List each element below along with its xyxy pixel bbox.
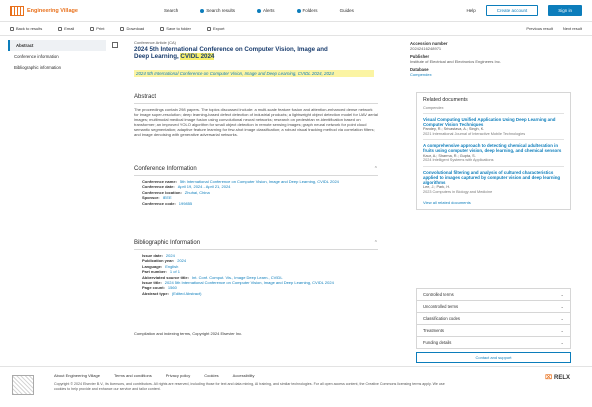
export-button[interactable]: Export <box>207 26 225 31</box>
facets-panel <box>416 288 571 363</box>
record-title: 2024 5th International Conference on Computer Vision, Image and Deep Learning, CVIDL 2024 <box>134 46 328 61</box>
left-nav <box>8 40 106 73</box>
publisher-label: Publisher <box>410 54 430 59</box>
biblio-value[interactable]: 1 of 1 <box>169 269 180 275</box>
conference-row <box>142 201 378 206</box>
copyright-line: Compilation and indexing terms, Copyright 2024 Elsevier Inc. <box>134 331 243 336</box>
conference-value[interactable]: 199855 <box>178 200 193 206</box>
abstract-text: The proceedings contain 298 papers. The topics discussed include: a multi-scale feature fusion and attention-enhanced dense network for image super-resolution; deep learning-based defect detection of industrial products; a lightweight object detection model for UAV aerial images; multimodal medical image fusion using convolutional neural networks; research on pedestrian re-identification based on transformer; an improved YOLO algorithm for small object detection in remote sensing images; graph neural network for point cloud semantic segmentation; adaptive feature learning for few-shot image classification; a robust visual tracking method via correlation filters; and image denoising with generative adversarial networks. <box>134 107 378 137</box>
related-item <box>423 113 564 140</box>
biblio-key: Abstract type: <box>142 290 169 296</box>
biblio-value[interactable]: 1560 <box>167 285 177 291</box>
footer-link[interactable]: About Engineering Village <box>54 373 100 378</box>
facet-toggle[interactable] <box>416 301 571 313</box>
conference-value[interactable]: IEEE <box>162 195 172 201</box>
record-main <box>112 38 412 368</box>
biblio-key: Page count: <box>142 285 165 291</box>
facet-label: Uncontrolled terms <box>423 304 459 309</box>
nav-link-results[interactable]: Search results <box>200 8 235 13</box>
facet-toggle[interactable] <box>416 337 571 349</box>
content-type: Conference Article (CA) <box>134 40 177 45</box>
print-button[interactable]: Print <box>90 26 104 31</box>
top-nav <box>0 0 592 22</box>
relx-logo[interactable]: ⌧ RELX <box>545 374 570 381</box>
footer-links <box>54 373 254 378</box>
biblio-section <box>134 240 378 296</box>
results-icon <box>200 9 204 13</box>
biblio-value[interactable]: 2024 <box>165 253 175 258</box>
site-logo[interactable] <box>10 6 150 16</box>
conference-key: Conference location: <box>142 189 182 195</box>
related-heading: Related documents <box>423 97 468 103</box>
publisher-value: Institute of Electrical and Electronics Engineers Inc. <box>410 59 501 64</box>
select-record-checkbox[interactable] <box>112 42 118 48</box>
relx-icon: ⌧ <box>545 375 552 381</box>
biblio-key: Abbreviated source title: <box>142 274 189 280</box>
pager <box>526 26 582 31</box>
export-icon <box>207 27 211 31</box>
footer-copyright: Copyright © 2024 Elsevier B.V., its licensors, and contributors. All rights are reserved, including those for text and data mining, AI training, and similar technologies. For all open access content, the Creative Commons licensing terms apply. We use cookies to help provide and enhance our service and tailor content. <box>54 382 445 391</box>
related-title-link[interactable]: Convolutional filtering and analysis of cultured characteristics applied to images captured by computer vision and deep learning algorithms <box>423 169 561 186</box>
database-value[interactable]: Compendex <box>410 72 432 77</box>
conference-key: Conference date: <box>142 184 175 190</box>
related-source: 2021 International Journal of Interactive Mobile Technologies <box>423 131 526 136</box>
footer-link[interactable]: Terms and conditions <box>113 373 152 378</box>
related-more-link[interactable]: View all related documents <box>423 199 471 205</box>
sign-in-button[interactable]: Sign in <box>548 5 582 16</box>
conference-value[interactable]: 5th International Conference on Computer Vision, Image and Deep Learning, CVIDL 2024 <box>179 179 339 184</box>
accession-label: Accession number <box>410 41 448 46</box>
back-to-results-button[interactable]: Back to results <box>10 26 42 31</box>
biblio-key: Publication year: <box>142 258 175 264</box>
related-documents <box>416 92 571 210</box>
facet-toggle[interactable] <box>416 288 571 301</box>
biblio-key: Language: <box>142 263 163 269</box>
footer-link[interactable]: Privacy policy <box>165 373 191 378</box>
related-item <box>423 166 564 198</box>
related-authors: Lee, J.; Park, H. <box>423 185 451 190</box>
related-title-link[interactable]: A comprehensive approach to detecting chemical adulteration in fruits using computer vision, deep learning, and chemical sensors <box>423 143 562 154</box>
abstract-section <box>134 94 378 137</box>
nav-right <box>466 5 582 16</box>
footer-link[interactable]: Accessibility <box>232 373 255 378</box>
nav-link-search[interactable]: Search <box>164 8 179 13</box>
biblio-row <box>142 291 378 296</box>
contact-button[interactable]: Contact and support <box>416 352 571 363</box>
nav-link-guides[interactable]: Guides <box>339 8 354 13</box>
chevron-down-icon: ⌄ <box>560 340 564 345</box>
download-icon <box>120 27 124 31</box>
create-account-button[interactable]: Create account <box>486 5 539 16</box>
left-nav-biblio[interactable]: Bibliographic information <box>14 65 62 70</box>
record-toolbar <box>0 22 592 36</box>
footer-link[interactable]: Cookies <box>204 373 219 378</box>
facet-label: Funding details <box>423 340 452 345</box>
biblio-value[interactable]: (Edited Abstract) <box>171 290 202 296</box>
conference-value[interactable]: April 19, 2024 - April 21, 2024 <box>177 184 231 190</box>
chevron-up-icon: ⌃ <box>373 166 378 172</box>
related-source: 2023 Computers in Biology and Medicine <box>423 189 493 194</box>
related-title-link[interactable]: Visual Computing Unified Application Using Deep Learning and Computer Vision Techniques <box>423 116 556 127</box>
left-nav-conference[interactable]: Conference information <box>14 54 59 59</box>
conference-key: Sponsor: <box>142 195 160 201</box>
facet-label: Classification codes <box>423 316 461 321</box>
back-arrow-icon <box>10 27 14 31</box>
chevron-down-icon: ⌄ <box>560 304 564 309</box>
help-link[interactable]: Help <box>466 8 476 13</box>
facet-toggle[interactable] <box>416 313 571 325</box>
footer <box>0 366 592 407</box>
abstract-heading: Abstract <box>134 94 378 104</box>
nav-link-folders[interactable]: Folders <box>297 8 318 13</box>
conference-section <box>134 166 378 206</box>
related-source: 2024 Intelligent Systems with Applications <box>423 158 494 163</box>
database-label: Database <box>410 67 429 72</box>
email-button[interactable]: Email <box>58 26 74 31</box>
source-line[interactable]: 2024 5th International Conference on Computer Vision, Image and Deep Learning, CVIDL 2024, 2024 <box>134 70 374 77</box>
related-authors: Pandey, R.; Srivastava, A.; Singh, K. <box>423 127 485 131</box>
biblio-value[interactable]: Int. Conf. Comput. Vis., Image Deep Learn., CVIDL <box>191 274 283 280</box>
biblio-key: Part number: <box>142 269 167 275</box>
conference-key: Conference code: <box>142 200 176 206</box>
biblio-value[interactable]: English <box>165 263 179 269</box>
alerts-icon <box>257 9 261 13</box>
conference-heading[interactable]: Conference Information ⌃ <box>134 166 378 176</box>
chevron-down-icon: ⌄ <box>560 292 564 297</box>
left-nav-abstract[interactable]: Abstract <box>8 40 106 51</box>
biblio-key: Issue title: <box>142 280 162 286</box>
download-button[interactable]: Download <box>120 26 144 31</box>
chevron-down-icon: ⌄ <box>560 316 564 321</box>
facet-label: Treatments <box>423 328 445 333</box>
chevron-down-icon: ⌄ <box>560 328 564 333</box>
next-result-link[interactable]: Next result <box>562 26 582 31</box>
elsevier-logo-icon <box>12 375 34 395</box>
email-icon <box>58 27 62 31</box>
record-sidebar <box>410 38 578 77</box>
nav-link-alerts[interactable]: Alerts <box>257 8 275 13</box>
facet-label: Controlled terms <box>423 292 454 297</box>
logo-text: Engineering Village <box>27 7 78 14</box>
biblio-value[interactable]: 2024 5th International Conference on Computer Vision, Image and Deep Learning, CVIDL 2024 <box>164 280 334 286</box>
conference-value[interactable]: Zhuhai, China <box>184 189 210 195</box>
conference-key: Conference name: <box>142 179 177 184</box>
related-item <box>423 139 564 166</box>
nav-links <box>164 8 354 13</box>
previous-result-link[interactable]: Previous result <box>526 26 553 31</box>
accession-value: 20242416248971 <box>410 46 442 51</box>
related-authors: Kaur, A.; Sharma, R.; Gupta, S. <box>423 153 476 158</box>
chevron-up-icon: ⌃ <box>373 240 378 246</box>
biblio-heading[interactable]: Bibliographic Information ⌃ <box>134 240 378 250</box>
facet-toggle[interactable] <box>416 325 571 337</box>
logo-icon <box>10 6 24 16</box>
folders-icon <box>297 9 301 13</box>
biblio-key: Issue date: <box>142 253 163 258</box>
save-to-folder-button[interactable]: Save to folder <box>160 26 191 31</box>
print-icon <box>90 27 94 31</box>
folder-icon <box>160 27 164 31</box>
biblio-value[interactable]: 2024 <box>177 258 187 264</box>
related-tab[interactable]: Compendex <box>423 106 444 110</box>
